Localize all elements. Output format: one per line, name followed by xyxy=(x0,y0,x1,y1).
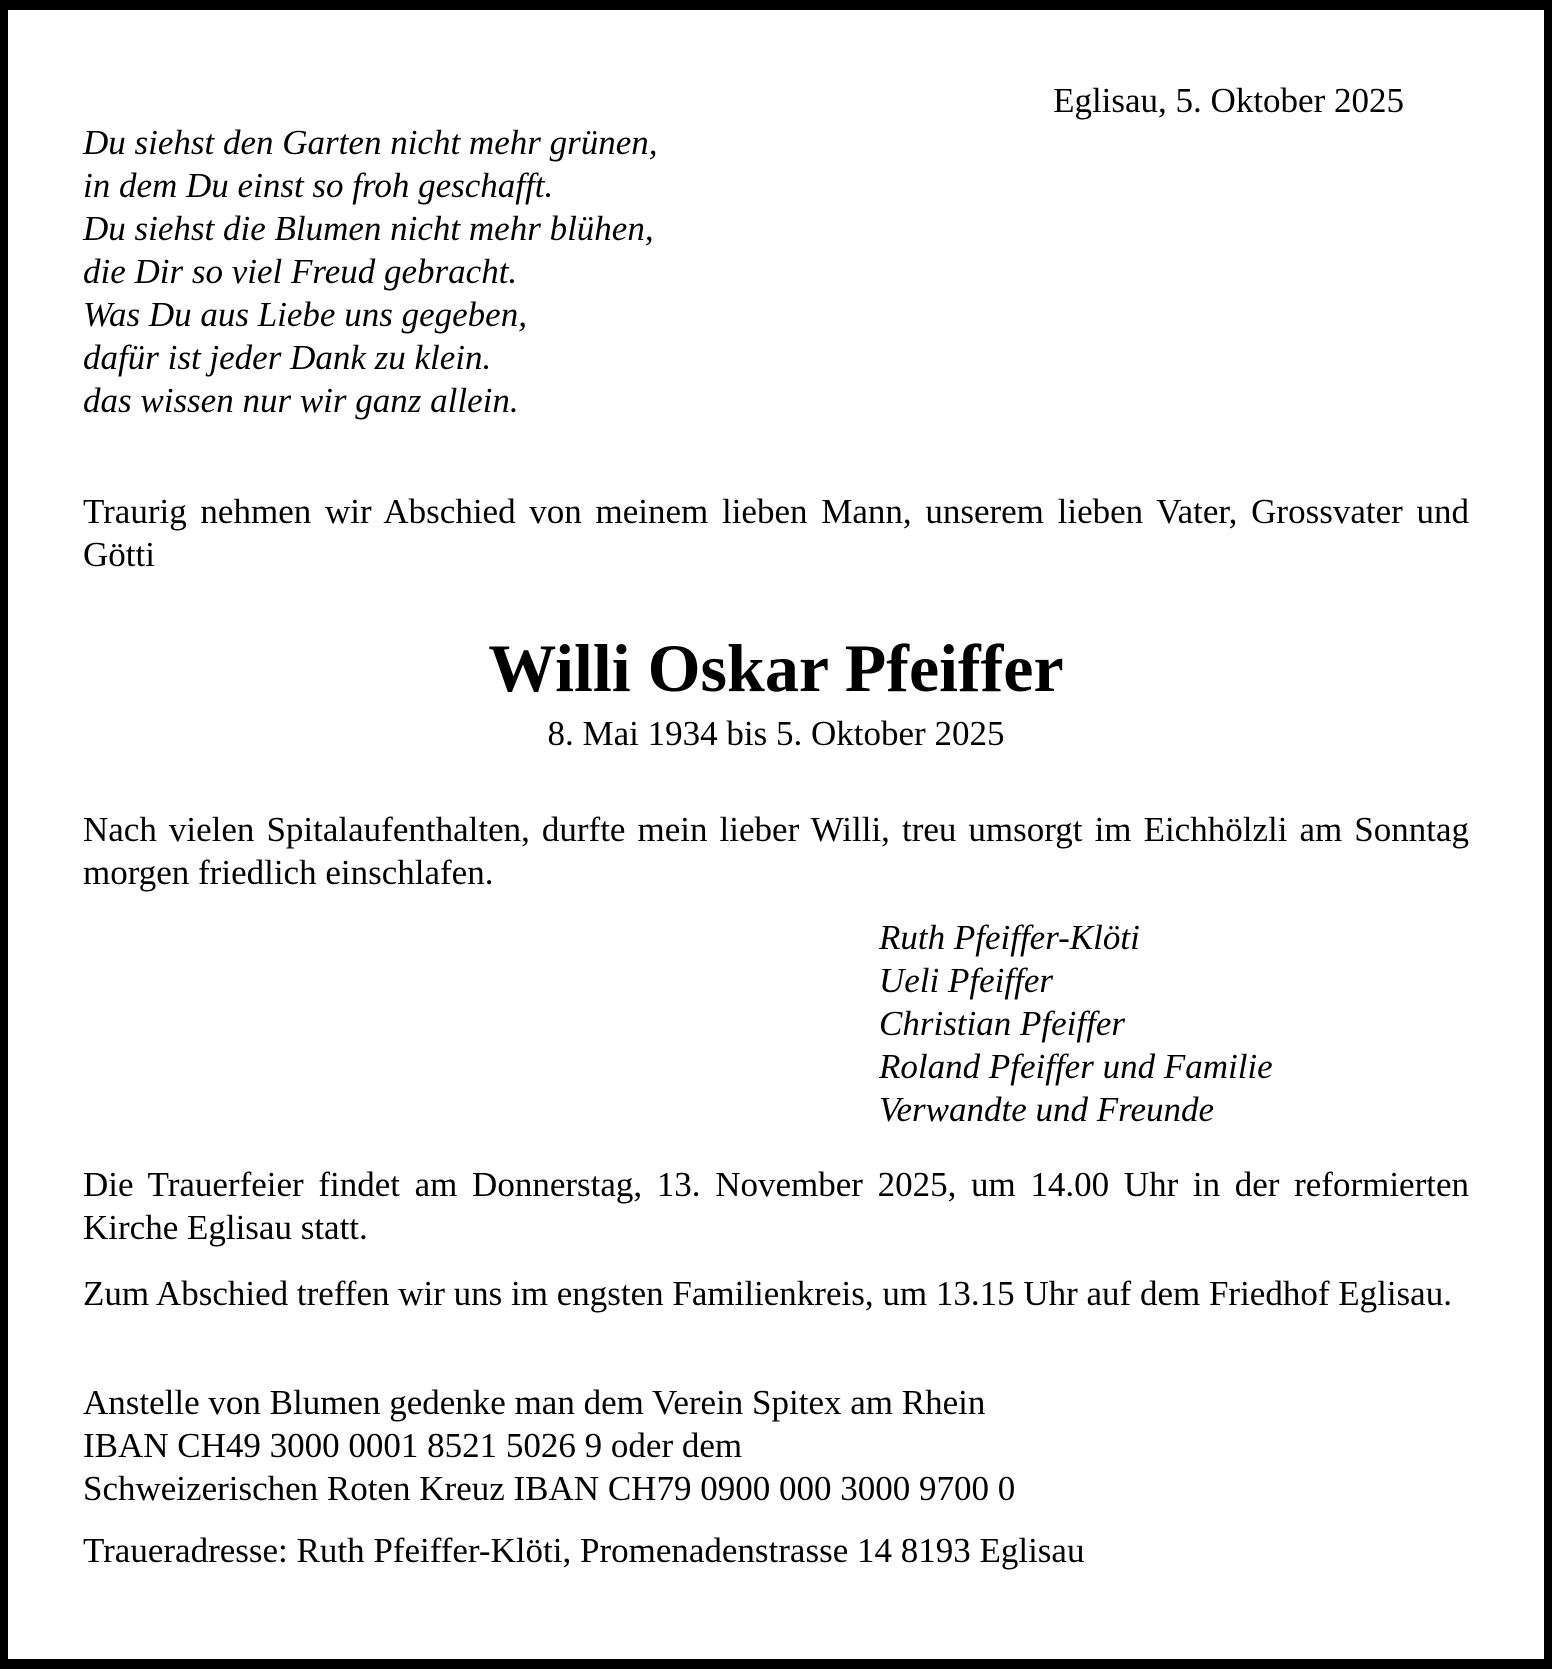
intro-paragraph: Traurig nehmen wir Abschied von meinem lieben Mann, unserem lieben Vater, Grossvater und Götti xyxy=(83,492,1469,574)
life-dates: 8. Mai 1934 bis 5. Oktober 2025 xyxy=(547,714,1005,753)
mourner-name: Roland Pfeiffer und Familie xyxy=(879,1047,1273,1086)
place-date: Eglisau, 5. Oktober 2025 xyxy=(1053,81,1404,120)
service-paragraph: Die Trauerfeier findet am Donnerstag, 13. November 2025, um 14.00 Uhr in der reformierten Kirche Eglisau statt. xyxy=(83,1165,1469,1247)
mourner-name: Christian Pfeiffer xyxy=(879,1004,1125,1043)
poem-line: dafür ist jeder Dank zu klein. xyxy=(83,338,492,377)
poem xyxy=(83,121,1469,422)
passing-paragraph: Nach vielen Spitalaufenthalten, durfte mein lieber Willi, treu umsorgt im Eichhölzli am Sonntag morgen friedlich einschlafen. xyxy=(83,810,1469,892)
poem-line: Was Du aus Liebe uns gegeben, xyxy=(83,295,527,334)
poem-line: in dem Du einst so froh geschafft. xyxy=(83,166,554,205)
deceased-name: Willi Oskar Pfeiffer xyxy=(488,630,1064,706)
poem-line: Du siehst den Garten nicht mehr grünen, xyxy=(83,123,658,162)
mourners-list xyxy=(879,916,1273,1131)
mourner-name: Ruth Pfeiffer-Klöti xyxy=(879,918,1140,957)
mourning-address: Traueradresse: Ruth Pfeiffer-Klöti, Promenadenstrasse 14 8193 Eglisau xyxy=(83,1531,1085,1570)
farewell-paragraph: Zum Abschied treffen wir uns im engsten Familienkreis, um 13.15 Uhr auf dem Friedhof Eglisau. xyxy=(83,1274,1452,1313)
donation-line: IBAN CH49 3000 0001 8521 5026 9 oder dem xyxy=(83,1426,743,1465)
mourner-name: Ueli Pfeiffer xyxy=(879,961,1053,1000)
poem-line: die Dir so viel Freud gebracht. xyxy=(83,252,518,291)
mourner-name: Verwandte und Freunde xyxy=(879,1090,1215,1129)
donation-paragraph xyxy=(83,1381,1469,1510)
donation-line: Anstelle von Blumen gedenke man dem Verein Spitex am Rhein xyxy=(83,1383,986,1422)
donation-line: Schweizerischen Roten Kreuz IBAN CH79 0900 000 3000 9700 0 xyxy=(83,1469,1016,1508)
poem-line: Du siehst die Blumen nicht mehr blühen, xyxy=(83,209,654,248)
poem-line: das wissen nur wir ganz allein. xyxy=(83,381,519,420)
